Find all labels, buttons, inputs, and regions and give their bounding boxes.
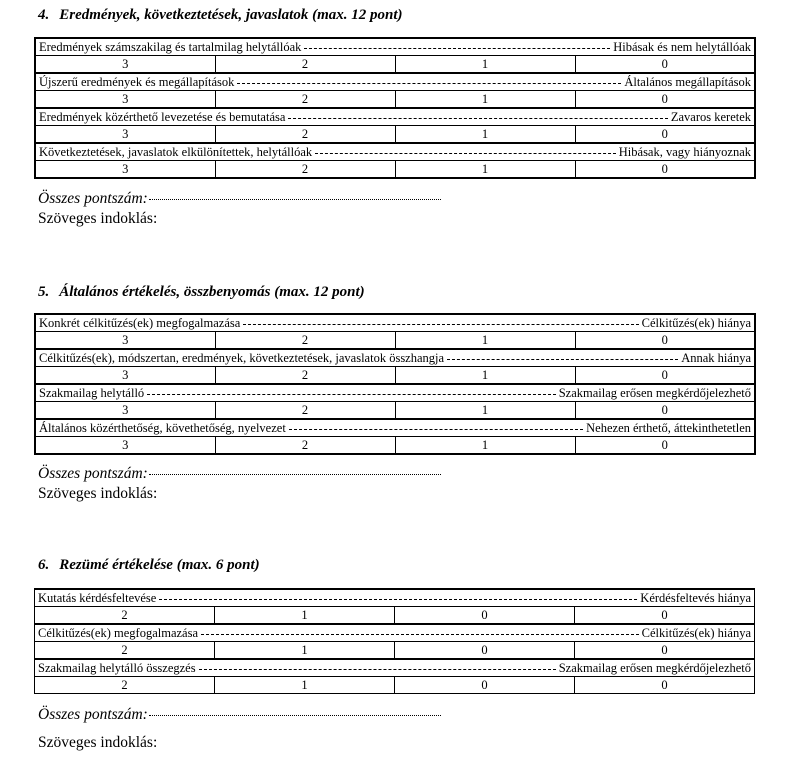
section-title-text: Eredmények, következtetések, javaslatok (max. 12 pont) <box>59 7 403 23</box>
criterion-positive: Általános közérthetőség, követhetőség, nyelvezet <box>39 420 286 435</box>
score-row <box>35 402 755 420</box>
criterion-row <box>35 659 755 677</box>
section-title <box>38 284 365 301</box>
score-cell-1[interactable]: 1 <box>395 437 575 455</box>
score-cell-1[interactable]: 1 <box>395 161 575 179</box>
criterion-row <box>35 38 755 56</box>
criterion-description <box>35 659 755 677</box>
score-cell-0[interactable]: 0 <box>575 642 755 660</box>
score-cell-2[interactable]: 2 <box>35 677 215 694</box>
score-cell-1[interactable]: 1 <box>215 677 395 694</box>
score-cell-2[interactable]: 2 <box>35 642 215 660</box>
criterion-positive: Célkitűzés(ek), módszertan, eredmények, következtetések, javaslatok összhangja <box>39 350 445 365</box>
dash-separator <box>201 634 639 635</box>
score-cell-3[interactable]: 3 <box>35 91 215 109</box>
total-score-line <box>38 465 441 483</box>
score-cell-0[interactable]: 0 <box>575 332 755 350</box>
criterion-description <box>35 38 755 56</box>
justification-label: Szöveges indoklás: <box>38 210 158 227</box>
score-cell-2[interactable]: 2 <box>215 126 395 144</box>
score-cell-0[interactable]: 0 <box>575 91 755 109</box>
criterion-description <box>35 108 755 126</box>
total-score-label: Összes pontszám: <box>38 465 148 482</box>
section-number: 5. <box>38 284 50 300</box>
criteria-table <box>34 313 756 455</box>
criterion-negative: Nehezen érthető, áttekinthetetlen <box>586 420 752 435</box>
dash-separator <box>447 359 678 360</box>
section-title-text: Általános értékelés, összbenyomás (max. 12 pont) <box>59 284 365 300</box>
criterion-row <box>35 349 755 367</box>
justification-label: Szöveges indoklás: <box>38 485 158 502</box>
criteria-table <box>34 37 756 179</box>
score-row <box>35 367 755 385</box>
dash-separator <box>237 83 621 84</box>
score-cell-3[interactable]: 3 <box>35 56 215 74</box>
score-cell-1[interactable]: 1 <box>395 56 575 74</box>
score-row <box>35 437 755 455</box>
score-cell-0[interactable]: 0 <box>575 437 755 455</box>
criterion-positive: Újszerű eredmények és megállapítások <box>39 74 235 89</box>
score-cell-1[interactable]: 1 <box>395 332 575 350</box>
criterion-row <box>35 419 755 437</box>
score-cell-2[interactable]: 2 <box>215 332 395 350</box>
total-score-field[interactable] <box>149 199 441 200</box>
criterion-description <box>35 314 755 332</box>
score-cell-3[interactable]: 3 <box>35 161 215 179</box>
score-cell-3[interactable]: 3 <box>35 437 215 455</box>
total-score-label: Összes pontszám: <box>38 190 148 207</box>
score-cell-3[interactable]: 3 <box>35 126 215 144</box>
justification-label: Szöveges indoklás: <box>38 734 158 751</box>
total-score-line <box>38 706 441 724</box>
total-score-line <box>38 190 441 208</box>
dash-separator <box>304 48 610 49</box>
score-cell-3[interactable]: 3 <box>35 402 215 420</box>
score-cell-0[interactable]: 0 <box>575 367 755 385</box>
criterion-description <box>35 384 755 402</box>
dash-separator <box>159 599 637 600</box>
score-row <box>35 161 755 179</box>
criterion-positive: Eredmények számszakilag és tartalmilag helytállóak <box>39 39 302 54</box>
criterion-negative: Általános megállapítások <box>624 74 752 89</box>
criterion-positive: Következtetések, javaslatok elkülönítettek, helytállóak <box>39 144 313 159</box>
criterion-row <box>35 384 755 402</box>
section-title-text: Rezümé értékelése (max. 6 pont) <box>59 557 260 573</box>
criterion-negative: Hibásak és nem helytállóak <box>613 39 752 54</box>
criterion-row <box>35 314 755 332</box>
total-score-field[interactable] <box>149 474 441 475</box>
dash-separator <box>315 153 616 154</box>
criterion-row <box>35 143 755 161</box>
criterion-negative: Hibásak, vagy hiányoznak <box>618 144 752 159</box>
score-cell-2[interactable]: 2 <box>215 56 395 74</box>
score-cell-0[interactable]: 0 <box>575 402 755 420</box>
dash-separator <box>288 118 667 119</box>
criterion-negative: Szakmailag erősen megkérdőjelezhető <box>558 660 752 675</box>
criterion-positive: Célkitűzés(ek) megfogalmazása <box>38 625 198 640</box>
score-cell-1[interactable]: 1 <box>395 91 575 109</box>
score-row <box>35 56 755 74</box>
score-cell-0[interactable]: 0 <box>575 56 755 74</box>
criterion-positive: Eredmények közérthető levezetése és bemutatása <box>39 109 286 124</box>
score-cell-0[interactable]: 0 <box>395 677 575 694</box>
criterion-positive: Szakmailag helytálló összegzés <box>38 660 196 675</box>
criterion-description <box>35 589 755 607</box>
criterion-row <box>35 624 755 642</box>
section-number: 6. <box>38 557 50 573</box>
dash-separator <box>147 394 556 395</box>
score-row <box>35 91 755 109</box>
criterion-row <box>35 73 755 91</box>
score-cell-0[interactable]: 0 <box>575 677 755 694</box>
score-cell-3[interactable]: 3 <box>35 367 215 385</box>
criterion-description <box>35 73 755 91</box>
criterion-positive: Konkrét célkitűzés(ek) megfogalmazása <box>39 315 241 330</box>
criterion-negative: Zavaros keretek <box>670 109 752 124</box>
criterion-row <box>35 108 755 126</box>
score-cell-0[interactable]: 0 <box>395 642 575 660</box>
score-cell-1[interactable]: 1 <box>395 126 575 144</box>
criterion-description <box>35 349 755 367</box>
score-cell-1[interactable]: 1 <box>215 607 395 625</box>
score-cell-1[interactable]: 1 <box>395 402 575 420</box>
score-cell-3[interactable]: 3 <box>35 332 215 350</box>
score-cell-2[interactable]: 2 <box>215 402 395 420</box>
criterion-negative: Kérdésfeltevés hiánya <box>640 590 752 605</box>
criterion-negative: Szakmailag erősen megkérdőjelezhető <box>558 385 752 400</box>
criterion-row <box>35 589 755 607</box>
score-row <box>35 677 755 694</box>
score-cell-0[interactable]: 0 <box>575 161 755 179</box>
score-cell-2[interactable]: 2 <box>35 607 215 625</box>
score-cell-0[interactable]: 0 <box>575 607 755 625</box>
dash-separator <box>289 429 583 430</box>
score-row <box>35 126 755 144</box>
score-cell-1[interactable]: 1 <box>395 367 575 385</box>
score-row <box>35 642 755 660</box>
total-score-field[interactable] <box>149 715 441 716</box>
criterion-negative: Célkitűzés(ek) hiánya <box>641 315 752 330</box>
total-score-label: Összes pontszám: <box>38 706 148 723</box>
score-cell-1[interactable]: 1 <box>215 642 395 660</box>
criterion-negative: Annak hiánya <box>681 350 752 365</box>
score-cell-0[interactable]: 0 <box>575 126 755 144</box>
section-title <box>38 557 260 574</box>
section-number: 4. <box>38 7 50 23</box>
score-cell-0[interactable]: 0 <box>395 607 575 625</box>
dash-separator <box>199 669 556 670</box>
criteria-table <box>34 588 755 694</box>
score-cell-2[interactable]: 2 <box>215 161 395 179</box>
criterion-description <box>35 624 755 642</box>
score-cell-2[interactable]: 2 <box>215 367 395 385</box>
criterion-description <box>35 143 755 161</box>
criterion-positive: Szakmailag helytálló <box>39 385 145 400</box>
criterion-description <box>35 419 755 437</box>
score-cell-2[interactable]: 2 <box>215 91 395 109</box>
criterion-negative: Célkitűzés(ek) hiánya <box>641 625 752 640</box>
section-title <box>38 7 403 24</box>
score-cell-2[interactable]: 2 <box>215 437 395 455</box>
criterion-positive: Kutatás kérdésfeltevése <box>38 590 157 605</box>
score-row <box>35 332 755 350</box>
dash-separator <box>243 324 638 325</box>
score-row <box>35 607 755 625</box>
